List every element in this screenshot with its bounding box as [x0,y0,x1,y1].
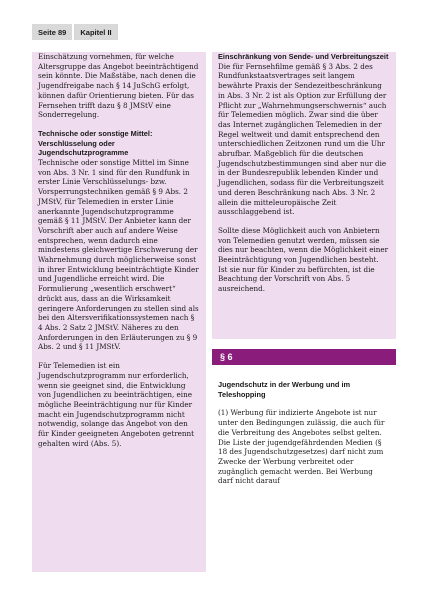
paragraph: (1) Werbung für indizierte Angebote ist nur unter den Bedingungen zulässig, die auch für die Verbreitung des Angebotes selbst gelten. Die Liste der jugendgefährdenden Medien (§ 18 des Jugendschutzgesetzes) darf nicht zum Zwecke der Werbung verbreitet oder zugänglich gemacht werden. Bei Werbung darf nicht darauf [218,408,385,486]
subheading: Einschränkung von Sende- und Verbreitungszeit [218,52,389,61]
right-column-box [212,52,396,339]
page-header [32,22,120,42]
left-column [32,52,206,572]
paragraph: Technische oder sonstige Mittel im Sinne von Abs. 3 Nr. 1 sind für den Rundfunk in erster Linie Verschlüsselungs- bzw. Vorsperrungstechniken gemäß § 9 Abs. 2 JMStV, für Telemedien in erster Linie anerkannte Jugendschutzprogramme gemäß § 11 JMStV. Der Anbieter kann der Vorschrift aber auch auf andere Weise entsprechen, wenn dadurch eine mindestens gleichwertige Erschwerung der Wahrnehmung durch möglicherweise sonst in ihrer Entwicklung beeinträchtigte Kinder und Jugendliche erreicht wird. Die Formulierung „wesentlich erschwert“ drückt aus, dass an die Wirksamkeit geringere Anforderungen zu stellen sind als bei den Altersverifikationssystemen nach § 4 Abs. 2 Satz 2 JMStV. Näheres zu den Anforderungen in den Erläuterungen zu § 9 Abs. 2 und § 11 JMStV. [38,158,199,352]
right-column-text [212,380,396,495]
paragraph: Einschätzung vornehmen, für welche Altersgruppe das Angebot beeinträchtigend sein könnte. Die Maßstäbe, nach denen die Jugendfreigabe nach § 14 JuSchG erfolgt, können dafür Orientierung bieten. Für das Fernsehen trifft dazu § 8 JMStV eine Sonderregelung. [38,52,199,120]
subheading: Technische oder sonstige Mittel: Verschlüsselung oder Jugendschutzprogramme [38,128,153,158]
chapter-label: Kapitel II [74,24,117,40]
paragraph: Die für Fernsehfilme gemäß § 3 Abs. 2 des Rundfunkstaatsvertrages seit langem bewährte Praxis der Sendezeitbeschränkung in Abs. 3 Nr. 2 ist als Option zur Erfüllung der Pflicht zur „Wahrnehmungserschwernis“ auch für Telemedien möglich. Zwar sind die über das Internet zugänglichen Telemedien in der Regel weltweit und damit entsprechend den unterschiedlichen Zeitzonen rund um die Uhr abrufbar. Maßgeblich für die deutschen Jugendschutzbestimmungen sind aber nur die in der Bundesrepublik lebenden Kinder und Jugendlichen, sodass für die Verbreitungszeit und deren Beschränkung nach Abs. 3 Nr. 2 allein die mitteleuropäische Zeit ausschlaggebend ist. [218,61,387,217]
paragraph: Sollte diese Möglichkeit auch von Anbietern von Telemedien genutzt werden, müssen sie dies nur beachten, wenn die Möglichkeit einer Beeinträchtigung von Jugendlichen besteht. Ist sie nur für Kinder zu befürchten, ist die Beachtung der Vorschrift von Abs. 5 ausreichend. [218,225,389,294]
section-title: Jugendschutz in der Werbung und im Teleshopping [218,380,351,399]
page-number: Seite 89 [32,24,72,40]
paragraph: Für Telemedien ist ein Jugendschutzprogramm nur erforderlich, wenn sie geeignet sind, die Entwicklung von Jugendlichen zu beeinträchtigen, eine mögliche Beeinträchtigung nur für Kinder macht ein Jugendschutzprogramm nicht notwendig, solange das Angebot von den für Kinder geeigneten Angeboten getrennt gehalten wird (Abs. 5). [38,361,195,448]
section-heading: § 6 [212,349,396,365]
